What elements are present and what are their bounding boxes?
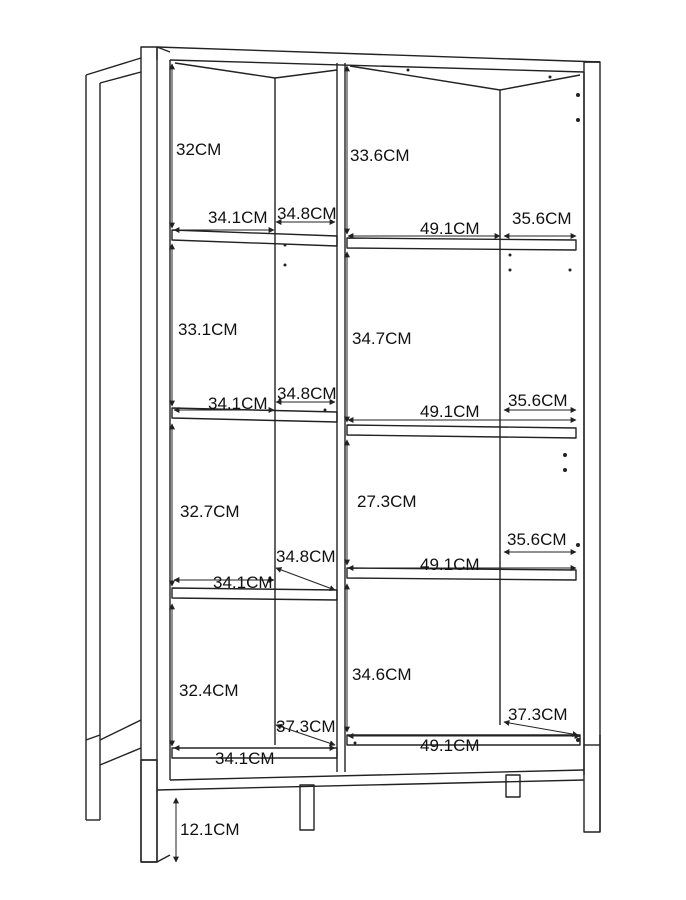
- right-row4-depth-label: 37.3CM: [508, 705, 568, 724]
- top-panel: [157, 47, 600, 72]
- right-row2-height-label: 34.7CM: [352, 329, 412, 348]
- right-row1-height-label: 33.6CM: [350, 146, 410, 165]
- back-left-post: [86, 58, 141, 820]
- left-row2-height-label: 33.1CM: [178, 320, 238, 339]
- left-shelves: [172, 230, 337, 758]
- leg-height-label: 12.1CM: [180, 820, 240, 839]
- right-row3-depth-label: 35.6CM: [507, 530, 567, 549]
- legs: [141, 760, 520, 862]
- left-row4-width-label: 34.1CM: [215, 749, 275, 768]
- left-row4-height-label: 32.4CM: [179, 681, 239, 700]
- left-row1-depth-label: 34.8CM: [277, 204, 337, 223]
- left-row2-width-label: 34.1CM: [208, 394, 268, 413]
- right-row2-depth-label: 35.6CM: [508, 391, 568, 410]
- right-row1-width-label: 49.1CM: [420, 219, 480, 238]
- left-row4-depth-label: 37.3CM: [276, 717, 336, 736]
- right-row1-depth-label: 35.6CM: [512, 209, 572, 228]
- front-left-post: [141, 47, 170, 862]
- left-row3-height-label: 32.7CM: [180, 502, 240, 521]
- left-row2-depth-label: 34.8CM: [277, 384, 337, 403]
- front-right-post: [584, 62, 600, 832]
- right-row2-width-label: 49.1CM: [420, 402, 480, 421]
- right-row3-width-label: 49.1CM: [420, 555, 480, 574]
- left-row3-depth-label: 34.8CM: [276, 547, 336, 566]
- left-row1-width-label: 34.1CM: [208, 208, 268, 227]
- left-row3-width-label: 34.1CM: [213, 573, 273, 592]
- right-row3-height-label: 27.3CM: [357, 492, 417, 511]
- left-row1-height-label: 32CM: [176, 140, 222, 159]
- centre-divider: [337, 63, 345, 772]
- dim-left-row3-depth: [276, 568, 335, 590]
- right-row4-height-label: 34.6CM: [352, 665, 412, 684]
- right-row4-width-label: 49.1CM: [420, 736, 480, 755]
